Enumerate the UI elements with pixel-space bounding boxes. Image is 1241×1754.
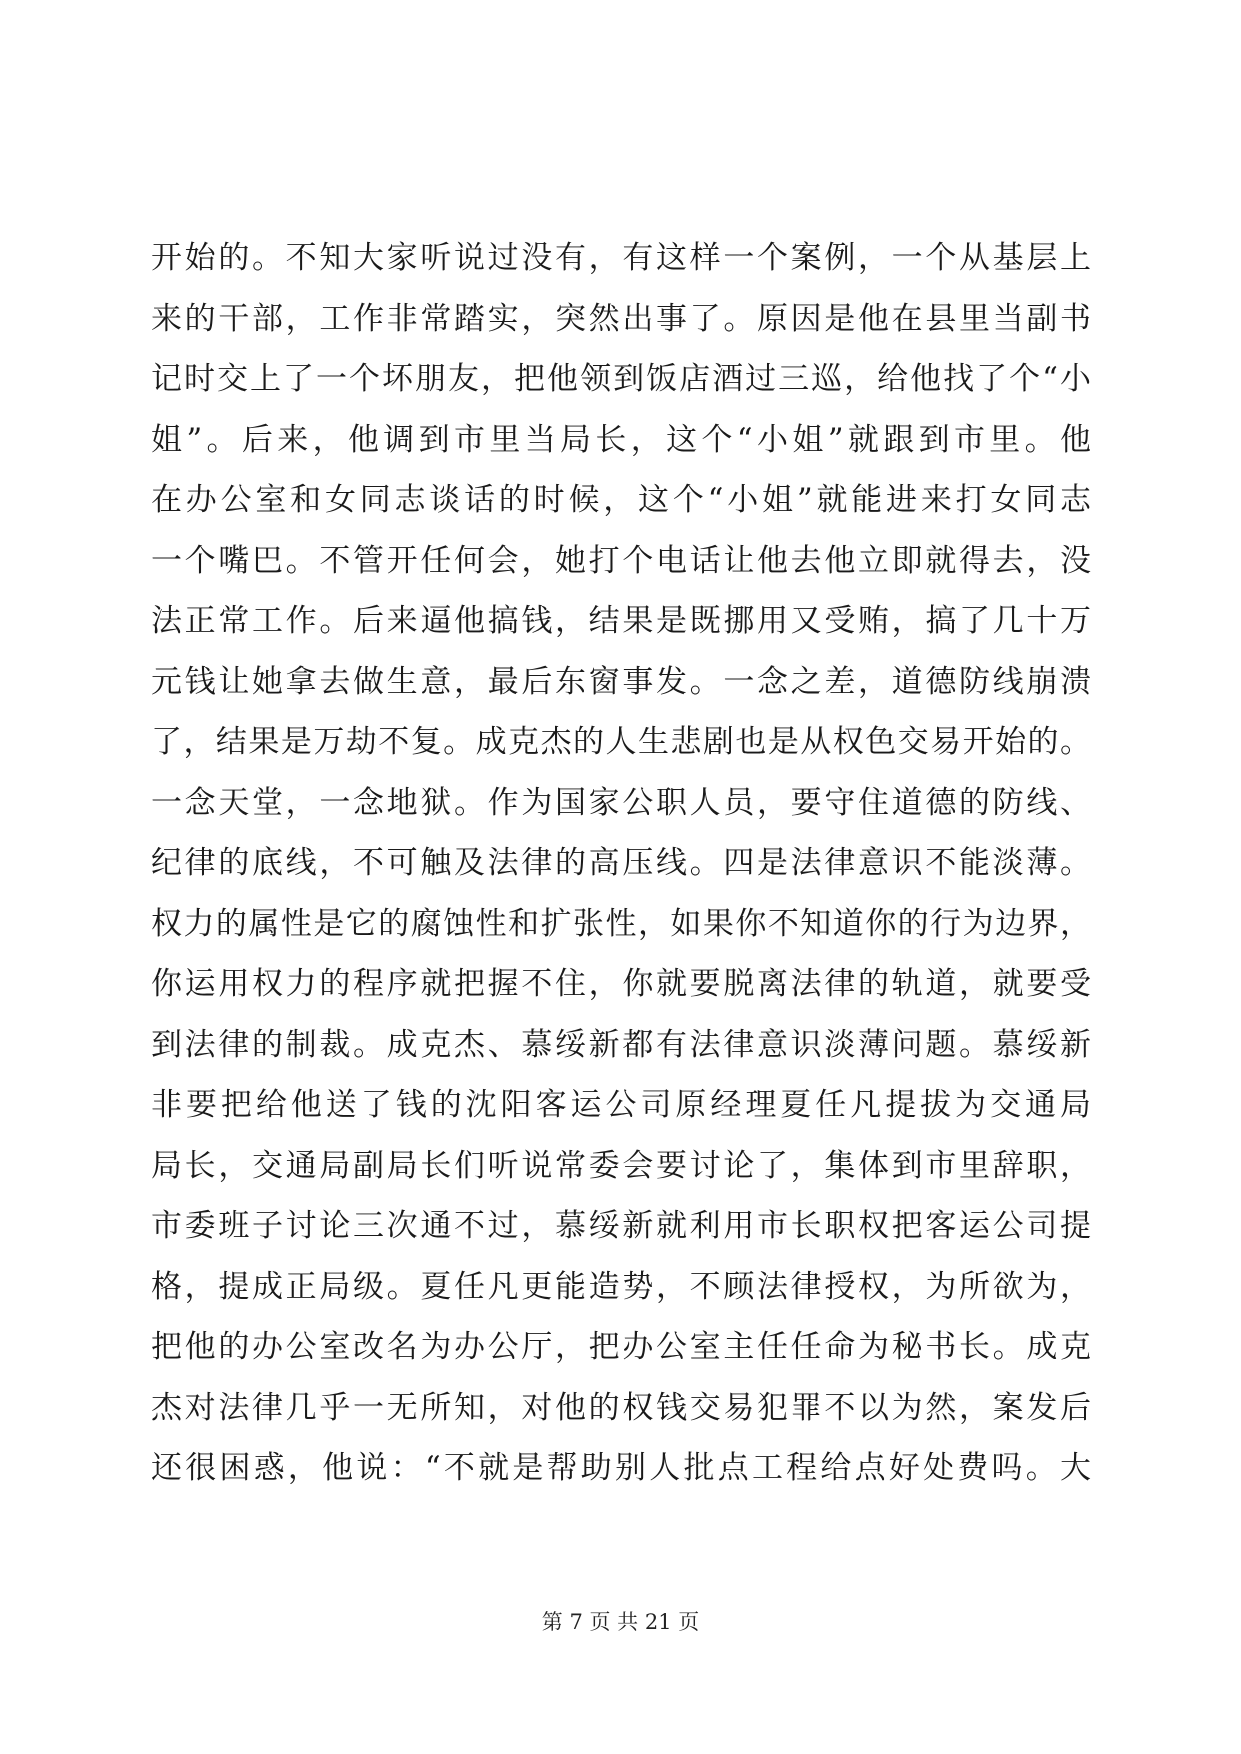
text-line: 把他的办公室改名为办公厅，把办公室主任任命为秘书长。成克 [151,1329,1091,1365]
text-line: 局长，交通局副局长们听说常委会要讨论了，集体到市里辞职， [151,1147,1091,1184]
text-line: 纪律的底线，不可触及法律的高压线。四是法律意识不能淡薄。 [151,845,1091,881]
text-line: 一念天堂，一念地狱。作为国家公职人员，要守住道德的防线、 [151,784,1091,821]
text-line: 来的干部，工作非常踏实，突然出事了。原因是他在县里当副书 [151,300,1091,337]
text-line: 到法律的制裁。成克杰、慕绥新都有法律意识淡薄问题。慕绥新 [151,1026,1091,1063]
text-line: 记时交上了一个坏朋友，把他领到饭店酒过三巡，给他找了个“小 [151,361,1091,397]
text-line: 还很困惑，他说：“不就是帮助别人批点工程给点好处费吗。大 [151,1450,1091,1486]
text-line: 了，结果是万劫不复。成克杰的人生悲剧也是从权色交易开始的。 [151,724,1091,760]
text-line: 非要把给他送了钱的沈阳客运公司原经理夏任凡提拔为交通局 [151,1087,1091,1123]
text-line: 杰对法律几乎一无所知，对他的权钱交易犯罪不以为然，案发后 [151,1389,1091,1426]
text-line: 市委班子讨论三次通不过，慕绥新就利用市长职权把客运公司提 [151,1208,1091,1244]
body-text [151,228,1091,1499]
text-line: 格，提成正局级。夏任凡更能造势，不顾法律授权，为所欲为， [151,1268,1091,1305]
text-line: 姐”。后来，他调到市里当局长，这个“小姐”就跟到市里。他 [151,421,1091,458]
text-line: 法正常工作。后来逼他搞钱，结果是既挪用又受贿，搞了几十万 [151,603,1091,639]
text-line: 一个嘴巴。不管开任何会，她打个电话让他去他立即就得去，没 [151,542,1091,579]
text-line: 开始的。不知大家听说过没有，有这样一个案例，一个从基层上 [151,240,1091,276]
page-footer: 第 7 页 共 21 页 [541,1610,700,1634]
text-line: 元钱让她拿去做生意，最后东窗事发。一念之差，道德防线崩溃 [151,663,1091,700]
text-line: 在办公室和女同志谈话的时候，这个“小姐”就能进来打女同志 [151,482,1091,518]
text-line: 权力的属性是它的腐蚀性和扩张性，如果你不知道你的行为边界， [151,905,1091,942]
text-line: 你运用权力的程序就把握不住，你就要脱离法律的轨道，就要受 [151,966,1091,1002]
